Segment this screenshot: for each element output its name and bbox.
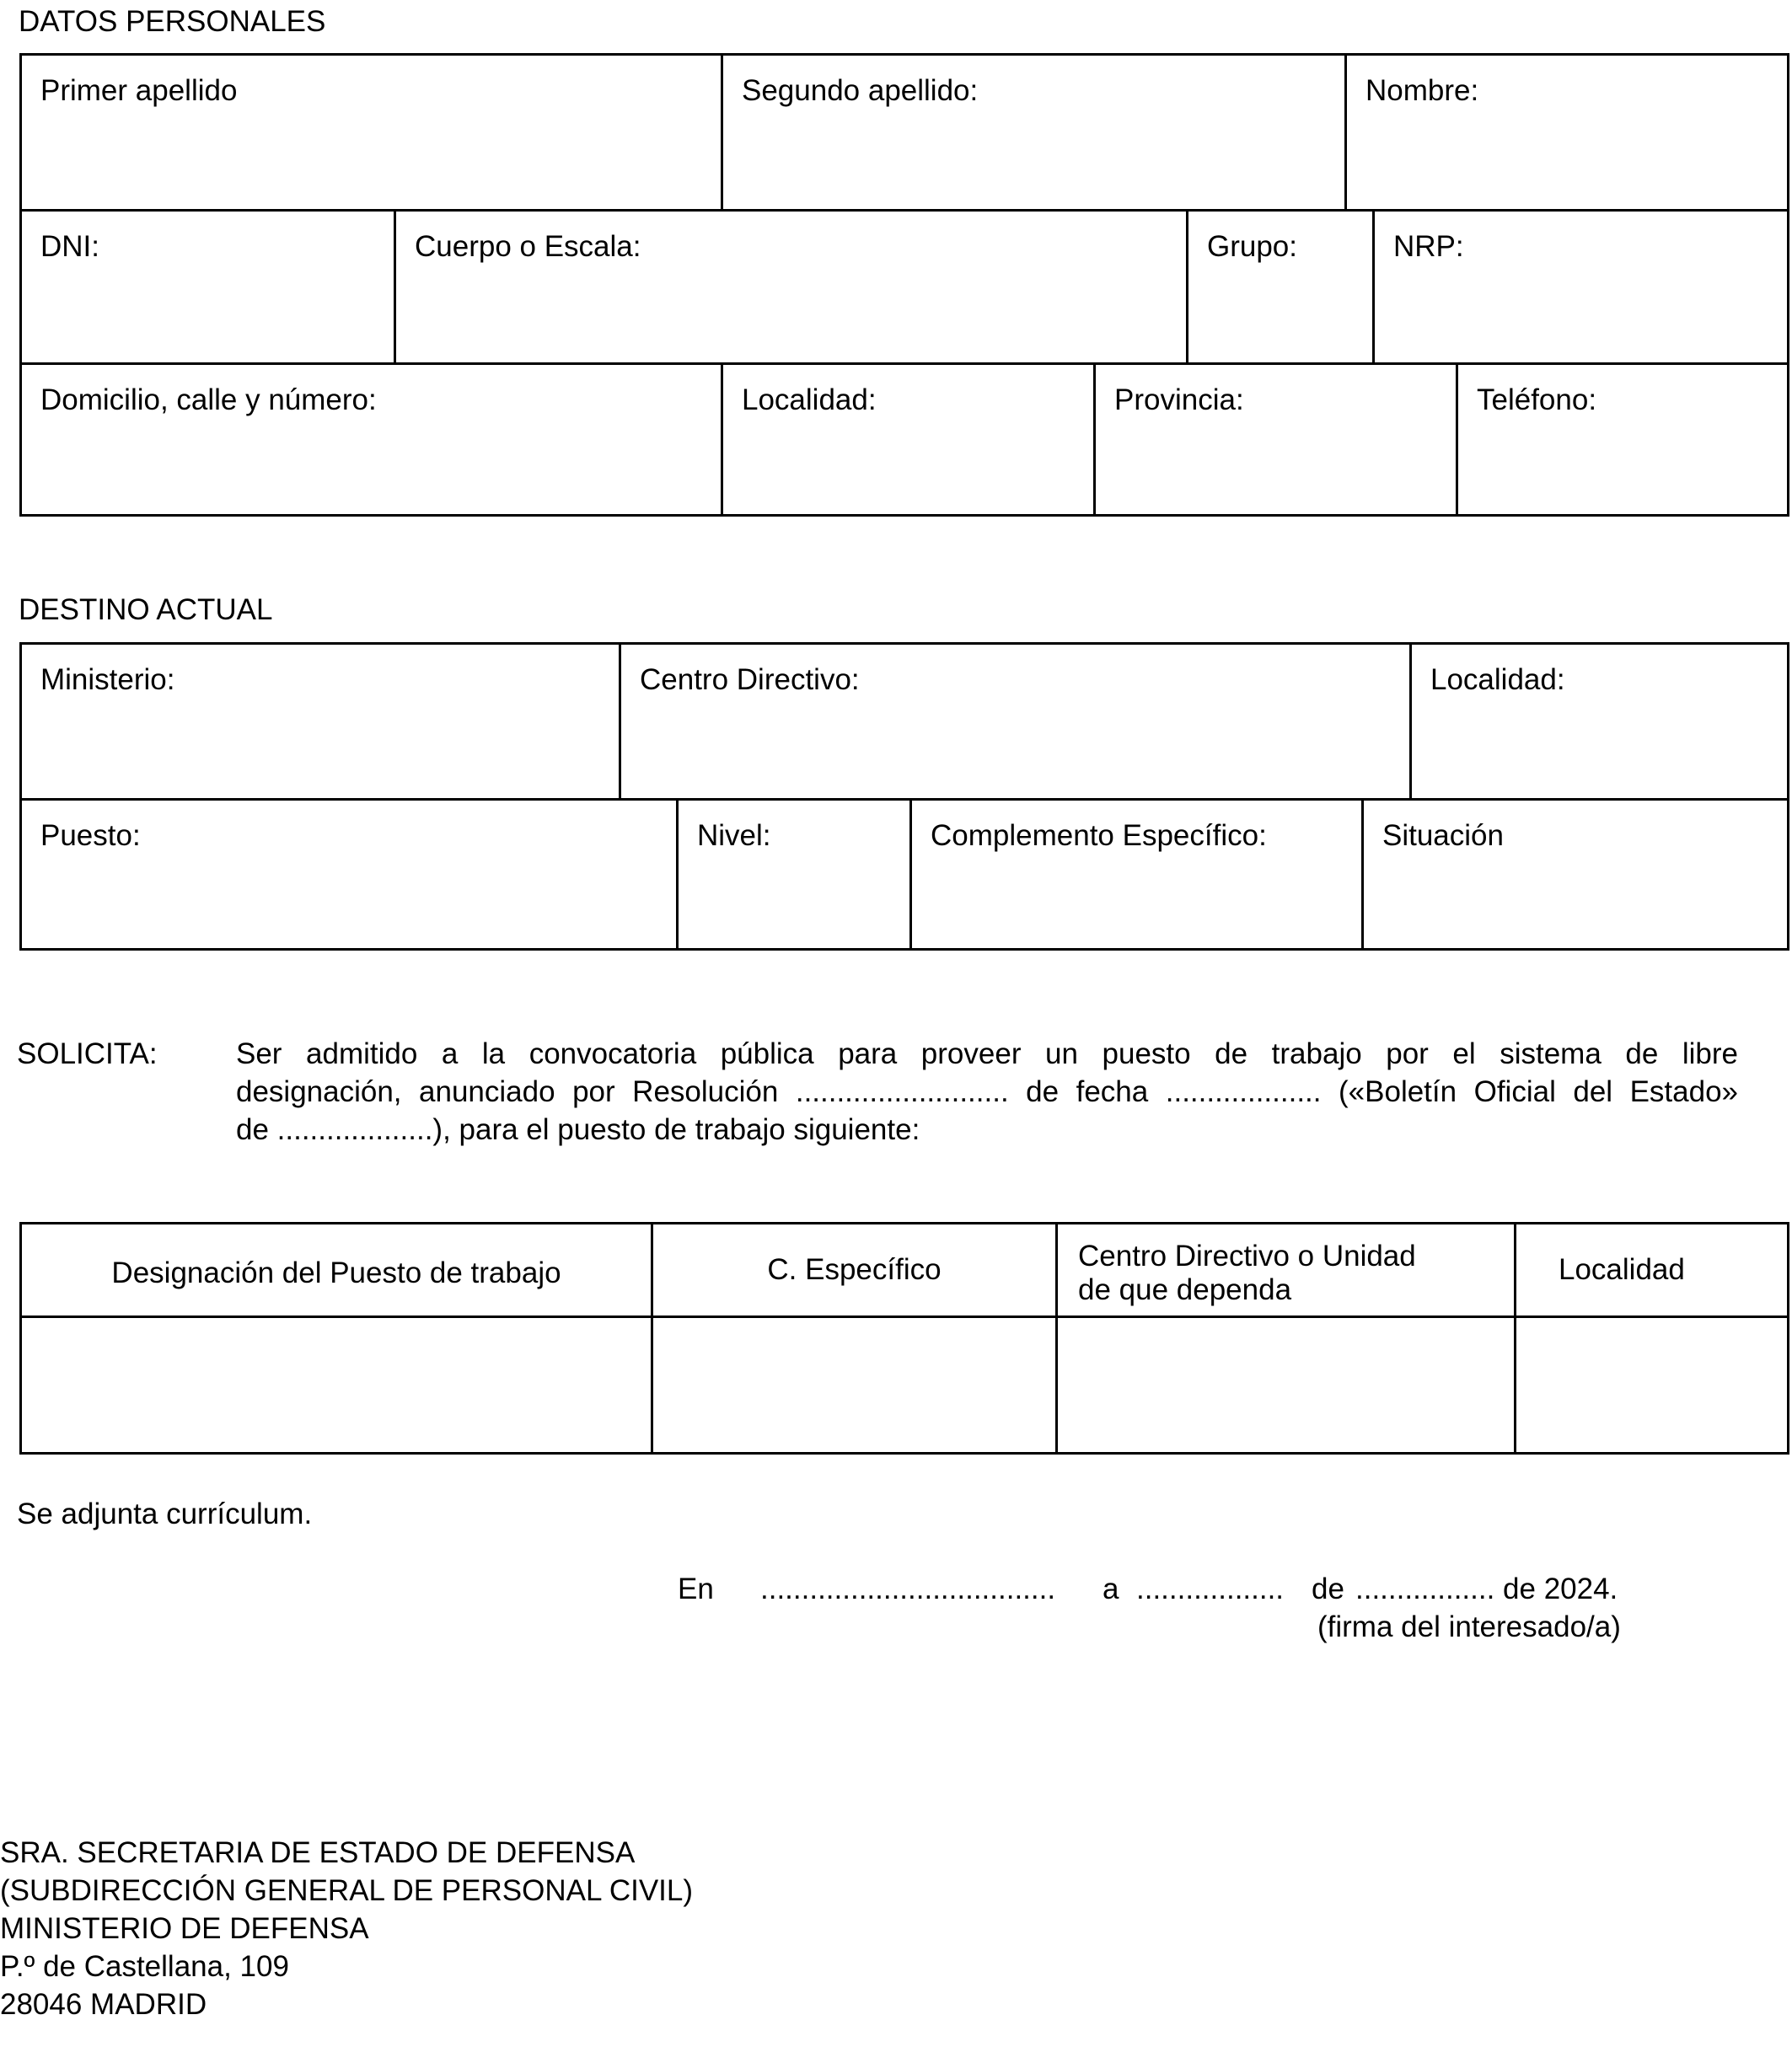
- puesto-field[interactable]: [22, 801, 676, 948]
- signature-firma: (firma del interesado/a): [1317, 1610, 1621, 1643]
- centro-directivo-field[interactable]: [619, 645, 1409, 798]
- complemento-especifico-label: Complemento Específico:: [931, 819, 1267, 852]
- localidad-label: Localidad:: [742, 383, 877, 416]
- address-line-5: 28046 MADRID: [0, 1988, 207, 2021]
- destino-actual-table: [19, 642, 1789, 951]
- grupo-label: Grupo:: [1207, 230, 1297, 263]
- ministerio-label: Ministerio:: [40, 663, 175, 696]
- address-line-4: P.º de Castellana, 109: [0, 1950, 289, 1983]
- primer-apellido-label: Primer apellido: [40, 74, 238, 107]
- dni-label: DNI:: [40, 230, 99, 263]
- adjunta-curriculum: Se adjunta currículum.: [17, 1498, 313, 1530]
- telefono-label: Teléfono:: [1477, 383, 1597, 416]
- nrp-label: NRP:: [1393, 230, 1464, 263]
- situacion-field[interactable]: [1361, 801, 1787, 948]
- datos-personales-table: [19, 53, 1789, 517]
- signature-place-dots[interactable]: ....................................: [760, 1573, 1056, 1605]
- address-line-2: (SUBDIRECCIÓN GENERAL DE PERSONAL CIVIL): [0, 1874, 694, 1907]
- segundo-apellido-field[interactable]: [721, 56, 1344, 209]
- header-centro-directivo: Centro Directivo o Unidad de que dependa: [1055, 1224, 1514, 1315]
- telefono-field[interactable]: [1456, 365, 1787, 514]
- header-c-especifico: C. Específico: [651, 1224, 1055, 1315]
- address-line-1: SRA. SECRETARIA DE ESTADO DE DEFENSA: [0, 1836, 636, 1869]
- signature-de: de: [1312, 1573, 1344, 1605]
- domicilio-label: Domicilio, calle y número:: [40, 383, 377, 416]
- datos-personales-row-3: [22, 362, 1787, 514]
- nivel-label: Nivel:: [697, 819, 771, 852]
- segundo-apellido-label: Segundo apellido:: [742, 74, 979, 107]
- destino-actual-title: DESTINO ACTUAL: [19, 593, 273, 626]
- centro-directivo-input[interactable]: [1055, 1318, 1514, 1452]
- localidad-field[interactable]: [721, 365, 1093, 514]
- provincia-label: Provincia:: [1114, 383, 1244, 416]
- cuerpo-escala-field[interactable]: [394, 212, 1186, 365]
- centro-directivo-label: Centro Directivo:: [640, 663, 860, 696]
- header-designacion: Designación del Puesto de trabajo: [111, 1257, 561, 1289]
- signature-month[interactable]: ................. de 2024.: [1355, 1573, 1618, 1605]
- puesto-table-row: [22, 1315, 1787, 1452]
- puesto-label: Puesto:: [40, 819, 141, 852]
- ministerio-field[interactable]: [22, 645, 619, 798]
- signature-en: En: [678, 1573, 714, 1605]
- c-especifico-input[interactable]: [651, 1318, 1055, 1452]
- datos-personales-title: DATOS PERSONALES: [19, 5, 326, 38]
- solicita-line-3: de ...................), para el puesto de trabajo siguiente:: [236, 1113, 920, 1146]
- grupo-field[interactable]: [1186, 212, 1372, 365]
- solicita-line-1: Ser admitido a la convocatoria pública para proveer un puesto de trabajo por el sistema de libre: [236, 1037, 1738, 1070]
- datos-personales-row-1: [22, 56, 1787, 209]
- destino-actual-row-2: [22, 798, 1787, 948]
- nrp-field[interactable]: [1372, 212, 1787, 365]
- signature-day-dots[interactable]: ..................: [1136, 1573, 1285, 1605]
- domicilio-field[interactable]: [22, 365, 721, 514]
- solicita-text: [236, 1035, 1738, 1149]
- nombre-label: Nombre:: [1365, 74, 1479, 107]
- dni-field[interactable]: [22, 212, 394, 365]
- signature-a: a: [1103, 1573, 1119, 1605]
- datos-personales-row-2: [22, 209, 1787, 365]
- puesto-table: [19, 1222, 1789, 1455]
- destino-actual-row-1: [22, 645, 1787, 798]
- cuerpo-escala-label: Cuerpo o Escala:: [415, 230, 641, 263]
- situacion-label: Situación: [1382, 819, 1504, 852]
- solicita-label: SOLICITA:: [17, 1037, 158, 1070]
- provincia-field[interactable]: [1093, 365, 1456, 514]
- address-block: [0, 1834, 693, 2023]
- destino-localidad-field[interactable]: [1409, 645, 1787, 798]
- primer-apellido-field[interactable]: [22, 56, 721, 209]
- address-line-3: MINISTERIO DE DEFENSA: [0, 1912, 369, 1945]
- header-localidad: Localidad: [1514, 1224, 1787, 1315]
- nombre-field[interactable]: [1344, 56, 1787, 209]
- localidad-input[interactable]: [1514, 1318, 1787, 1452]
- solicita-line-2: designación, anunciado por Resolución .......................... de fecha ................... («Boletín Oficial del Estado»: [236, 1075, 1738, 1108]
- nivel-field[interactable]: [676, 801, 909, 948]
- destino-localidad-label: Localidad:: [1430, 663, 1565, 696]
- complemento-especifico-field[interactable]: [909, 801, 1361, 948]
- puesto-table-header: [22, 1224, 1787, 1315]
- designacion-input[interactable]: [22, 1318, 651, 1452]
